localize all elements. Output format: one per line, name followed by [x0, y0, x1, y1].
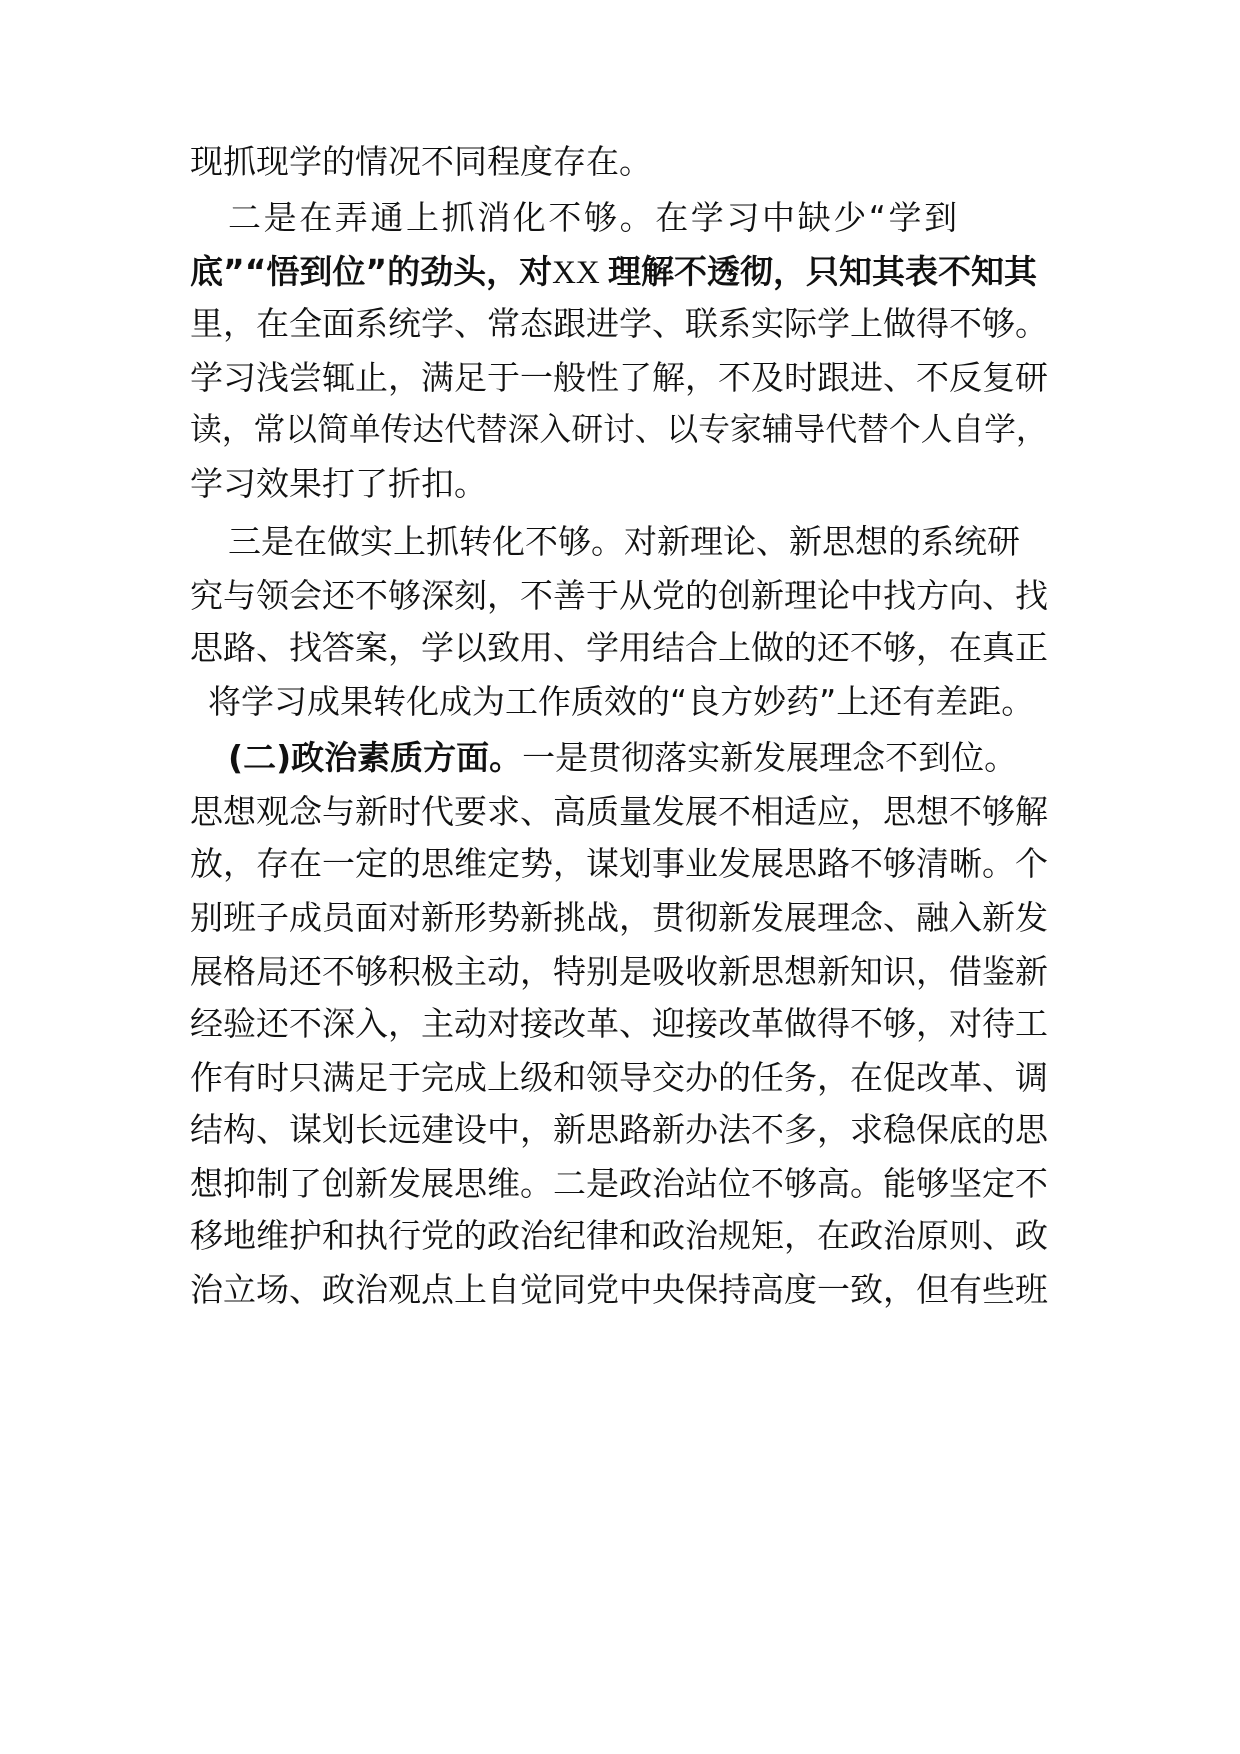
text-line-7	[190, 462, 487, 506]
line-text: 想抑制了创新发展思维。二是政治站位不够高。能够坚定不	[190, 1164, 1048, 1203]
text-line-3	[190, 250, 1037, 295]
line-text-bold: 底”“悟到位”的劲头，对	[190, 252, 553, 291]
line-text: 经验还不深入，主动对接改革、迎接改革做得不够，对待工	[190, 1004, 1048, 1043]
section-heading: (二)政治素质方面。	[228, 738, 523, 777]
text-line-10	[190, 626, 1048, 670]
text-line-9	[190, 574, 1048, 618]
line-text: 一是贯彻落实新发展理念不到位。	[522, 738, 1018, 777]
text-line-8	[228, 520, 1020, 564]
line-text: 放，存在一定的思维定势，谋划事业发展思路不够清晰。个	[190, 844, 1048, 883]
line-text: 移地维护和执行党的政治纪律和政治规矩，在政治原则、政	[190, 1216, 1048, 1255]
text-line-17	[190, 1002, 1048, 1046]
text-line-11	[208, 680, 1034, 724]
line-text: 作有时只满足于完成上级和领导交办的任务，在促改革、调	[190, 1058, 1048, 1097]
line-text: 治立场、政治观点上自觉同党中央保持高度一致，但有些班	[190, 1270, 1048, 1309]
text-line-18	[190, 1056, 1048, 1100]
text-line-6	[190, 408, 1048, 452]
text-line-14	[190, 842, 1048, 886]
text-line-15	[190, 896, 1048, 940]
line-text: 别班子成员面对新形势新挑战，贯彻新发展理念、融入新发	[190, 898, 1048, 937]
text-line-19	[190, 1108, 1048, 1152]
text-line-21	[190, 1214, 1048, 1258]
line-text: 究与领会还不够深刻，不善于从党的创新理论中找方向、找	[190, 576, 1048, 615]
line-text: 学习效果打了折扣。	[190, 464, 487, 503]
text-line-1	[190, 140, 652, 184]
line-text: 读，常以简单传达代替深入研讨、以专家辅导代替个人自学，	[190, 412, 1048, 448]
line-text: 思想观念与新时代要求、高质量发展不相适应，思想不够解	[190, 792, 1048, 831]
text-line-22	[190, 1268, 1048, 1312]
line-text: 将学习成果转化成为工作质效的“良方妙药”上还有差距。	[208, 682, 1035, 721]
line-text: 二是在弄通上抓消化不够。在学习中缺少“学到	[228, 198, 960, 237]
text-line-5	[190, 356, 1048, 400]
line-text: 展格局还不够积极主动，特别是吸收新思想新知识，借鉴新	[190, 952, 1048, 991]
text-line-4	[190, 302, 1048, 346]
line-text-placeholder: XX	[552, 255, 608, 291]
line-text: 结构、谋划长远建设中，新思路新办法不多，求稳保底的思	[190, 1110, 1048, 1149]
text-line-20	[190, 1162, 1048, 1206]
text-line-13	[190, 790, 1048, 834]
line-text: 三是在做实上抓转化不够。对新理论、新思想的系统研	[228, 522, 1020, 561]
line-text-bold: 理解不透彻，	[608, 252, 806, 291]
text-line-12	[228, 736, 1017, 780]
text-line-16	[190, 950, 1048, 994]
line-text-emphasis: 只知其表不知其	[806, 252, 1037, 291]
line-text: 思路、找答案，学以致用、学用结合上做的还不够，在真正	[190, 628, 1048, 667]
line-text: 现抓现学的情况不同程度存在。	[190, 142, 652, 181]
line-text: 学习浅尝辄止，满足于一般性了解，不及时跟进、不反复研	[190, 358, 1048, 397]
text-line-2	[228, 196, 960, 240]
line-text: 里，在全面系统学、常态跟进学、联系实际学上做得不够。	[190, 304, 1048, 343]
